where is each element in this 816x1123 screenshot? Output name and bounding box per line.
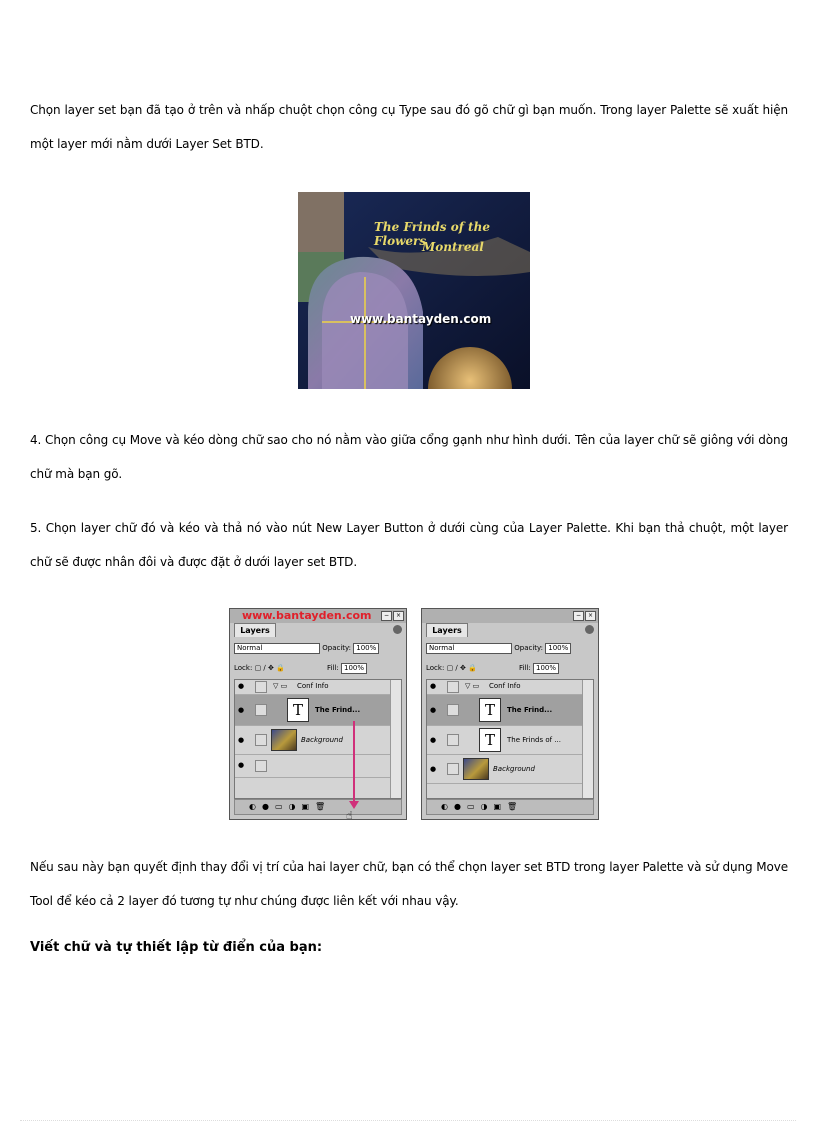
- text-layer-row[interactable]: [235, 695, 391, 726]
- palette-watermark: www.bantayden.com: [242, 609, 372, 622]
- lock-icons[interactable]: ▢ ∕ ✥ 🔒: [254, 664, 285, 672]
- link-box[interactable]: [255, 734, 267, 746]
- paragraph-1: Chọn layer set bạn đã tạo ở trên và nhấp chuột chọn công cụ Type sau đó gõ chữ gì bạn muốn. Trong layer Palette sẽ xuất hiện một layer mới nằm dưới Layer Set BTD.: [30, 103, 788, 151]
- lock-label: Lock:: [426, 664, 445, 672]
- text-layer-thumbnail: T: [287, 698, 309, 722]
- section-heading: Viết chữ và tự thiết lập từ điển của bạn:: [30, 940, 323, 955]
- eye-icon[interactable]: ●: [430, 765, 437, 773]
- paragraph-4: Nếu sau này bạn quyết định thay đổi vị trí của hai layer chữ, bạn có thể chọn layer set BTD trong layer Palette và sử dụng Move Tool để kéo cả 2 layer đó tương tự như chúng được liên kết với nhau vậy.: [30, 860, 788, 908]
- background-layer-row[interactable]: [235, 726, 391, 755]
- blend-mode-select[interactable]: Normal: [426, 643, 512, 654]
- layer-set-name: Conf Info: [489, 682, 521, 690]
- link-box[interactable]: [447, 734, 459, 746]
- figure-caption-line1: The Frinds of the Flowers: [374, 220, 490, 248]
- lock-label: Lock:: [234, 664, 253, 672]
- fill-input[interactable]: 100%: [341, 663, 367, 674]
- set-triangle-icon: ▽ ▭: [465, 682, 480, 690]
- link-box[interactable]: [447, 681, 459, 693]
- text-layer-copy-thumbnail: T: [479, 728, 501, 752]
- text-layer-copy-name: The Frinds of ...: [507, 736, 561, 744]
- layer-set-name: Conf Info: [297, 682, 329, 690]
- text-layer-row[interactable]: [427, 695, 583, 726]
- opacity-label: Opacity:: [322, 644, 352, 652]
- layers-palette-after: [421, 608, 599, 820]
- text-layer-thumbnail: T: [479, 698, 501, 722]
- drag-arrow-head: [349, 801, 359, 809]
- fill-label: Fill:: [519, 664, 531, 672]
- opacity-input[interactable]: 100%: [353, 643, 379, 654]
- palette-menu-icon[interactable]: [393, 625, 402, 634]
- layer-set-row[interactable]: [235, 680, 391, 695]
- layers-list: [426, 679, 594, 799]
- scrollbar[interactable]: [390, 680, 401, 798]
- link-box[interactable]: [255, 681, 267, 693]
- tab-layers[interactable]: Layers: [234, 623, 276, 637]
- brush-icon[interactable]: [447, 704, 459, 716]
- eye-icon[interactable]: ●: [238, 706, 245, 714]
- set-triangle-icon: ▽ ▭: [273, 682, 288, 690]
- palette-titlebar: [422, 609, 598, 623]
- blend-mode-select[interactable]: Normal: [234, 643, 320, 654]
- background-thumbnail: [463, 758, 489, 780]
- opacity-input[interactable]: 100%: [545, 643, 571, 654]
- brush-icon[interactable]: [255, 704, 267, 716]
- eye-icon: ●: [238, 761, 245, 769]
- drag-arrow: [353, 721, 355, 807]
- eye-icon[interactable]: ●: [430, 706, 437, 714]
- fill-label: Fill:: [327, 664, 339, 672]
- link-box[interactable]: [447, 763, 459, 775]
- text-layer-name: The Frind...: [507, 706, 553, 714]
- close-icon[interactable]: ×: [393, 611, 404, 621]
- tab-layers[interactable]: Layers: [426, 623, 468, 637]
- eye-icon[interactable]: ●: [238, 682, 245, 690]
- close-icon[interactable]: ×: [585, 611, 596, 621]
- empty-layer-row: [235, 755, 391, 778]
- background-thumbnail: [271, 729, 297, 751]
- text-layer-name: The Frind...: [315, 706, 361, 714]
- scrollbar[interactable]: [582, 680, 593, 798]
- layer-set-row[interactable]: [427, 680, 583, 695]
- figure-caption-line2: Montreal: [422, 240, 484, 254]
- text-layer-copy-row[interactable]: [427, 726, 583, 755]
- palette-bottom-buttons[interactable]: ◐●▭◑▣🗑: [234, 799, 402, 815]
- palette-titlebar: [230, 609, 406, 623]
- eye-icon[interactable]: ●: [430, 736, 437, 744]
- illustration-text-on-archway: [298, 192, 530, 389]
- background-layer-name: Background: [493, 765, 535, 773]
- lock-icons[interactable]: ▢ ∕ ✥ 🔒: [446, 664, 477, 672]
- figure-watermark: www.bantayden.com: [350, 312, 492, 326]
- fill-input[interactable]: 100%: [533, 663, 559, 674]
- link-box: [255, 760, 267, 772]
- layers-palette-before: [229, 608, 407, 820]
- paragraph-3: 5. Chọn layer chữ đó và kéo và thả nó vào nút New Layer Button ở dưới cùng của Layer Palette. Khi bạn thả chuột, một layer chữ sẽ được nhân đôi và được đặt ở dưới layer set BTD.: [30, 521, 788, 569]
- eye-icon[interactable]: ●: [430, 682, 437, 690]
- layers-list: [234, 679, 402, 799]
- background-layer-row[interactable]: [427, 755, 583, 784]
- hand-cursor-icon: ☝: [346, 809, 353, 822]
- paragraph-2: 4. Chọn công cụ Move và kéo dòng chữ sao cho nó nằm vào giữa cổng gạnh như hình dưới. Tên của layer chữ sẽ giông với dòng chữ mà bạn gõ.: [30, 433, 788, 481]
- page-divider: [20, 1120, 796, 1121]
- background-layer-name: Background: [301, 736, 343, 744]
- minimize-icon[interactable]: −: [381, 611, 392, 621]
- palette-bottom-buttons[interactable]: ◐●▭◑▣🗑: [426, 799, 594, 815]
- eye-icon[interactable]: ●: [238, 736, 245, 744]
- minimize-icon[interactable]: −: [573, 611, 584, 621]
- opacity-label: Opacity:: [514, 644, 544, 652]
- palette-menu-icon[interactable]: [585, 625, 594, 634]
